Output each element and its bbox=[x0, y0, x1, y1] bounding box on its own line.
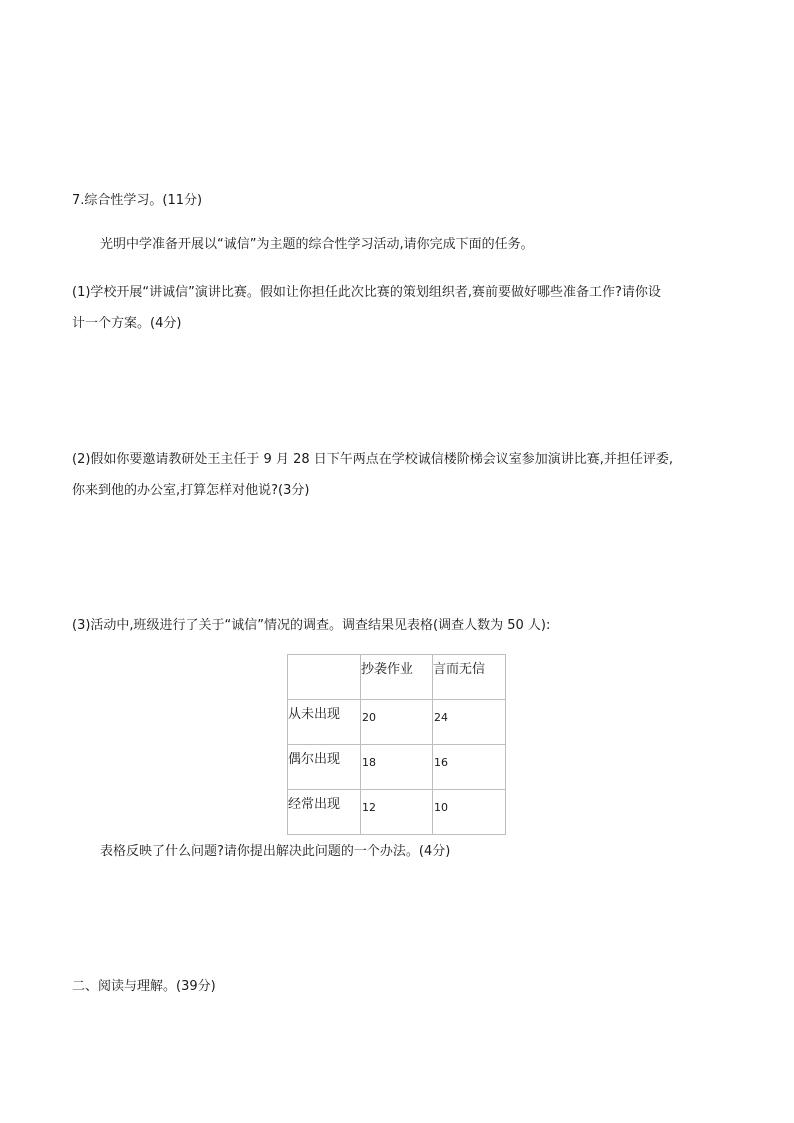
part1-prompt-line1: (1)学校开展“讲诚信”演讲比赛。假如让你担任此次比赛的策划组织者,赛前要做好哪些准备工作?请你设 bbox=[72, 285, 661, 300]
part3-prompt: (3)活动中,班级进行了关于“诚信”情况的调查。调查结果见表格(调查人数为 50 人): bbox=[72, 618, 551, 633]
row-label: 偶尔出现 bbox=[288, 745, 361, 790]
survey-table bbox=[287, 654, 506, 835]
table-cell: 10 bbox=[433, 790, 506, 835]
table-cell: 18 bbox=[361, 745, 433, 790]
row-label: 从未出现 bbox=[288, 700, 361, 745]
table-header-corner bbox=[288, 655, 361, 700]
part2-prompt-line2: 你来到他的办公室,打算怎样对他说?(3分) bbox=[72, 483, 310, 498]
row-label: 经常出现 bbox=[288, 790, 361, 835]
table-row bbox=[288, 790, 506, 835]
table-cell: 12 bbox=[361, 790, 433, 835]
part3-question: 表格反映了什么问题?请你提出解决此问题的一个办法。(4分) bbox=[100, 844, 451, 859]
table-row bbox=[288, 745, 506, 790]
table-header-copy-homework: 抄袭作业 bbox=[361, 655, 433, 700]
table-cell: 20 bbox=[361, 700, 433, 745]
part2-prompt-line1: (2)假如你要邀请教研处王主任于 9 月 28 日下午两点在学校诚信楼阶梯会议室参加演讲比赛,并担任评委, bbox=[72, 452, 674, 467]
table-row bbox=[288, 700, 506, 745]
table-header-broken-promise: 言而无信 bbox=[433, 655, 506, 700]
table-header-row bbox=[288, 655, 506, 700]
question-intro: 光明中学准备开展以“诚信”为主题的综合性学习活动,请你完成下面的任务。 bbox=[100, 237, 534, 252]
section2-heading: 二、阅读与理解。(39分) bbox=[72, 979, 216, 994]
part1-prompt-line2: 计一个方案。(4分) bbox=[72, 316, 182, 331]
table-cell: 16 bbox=[433, 745, 506, 790]
question-heading: 7.综合性学习。(11分) bbox=[72, 193, 203, 208]
table-cell: 24 bbox=[433, 700, 506, 745]
